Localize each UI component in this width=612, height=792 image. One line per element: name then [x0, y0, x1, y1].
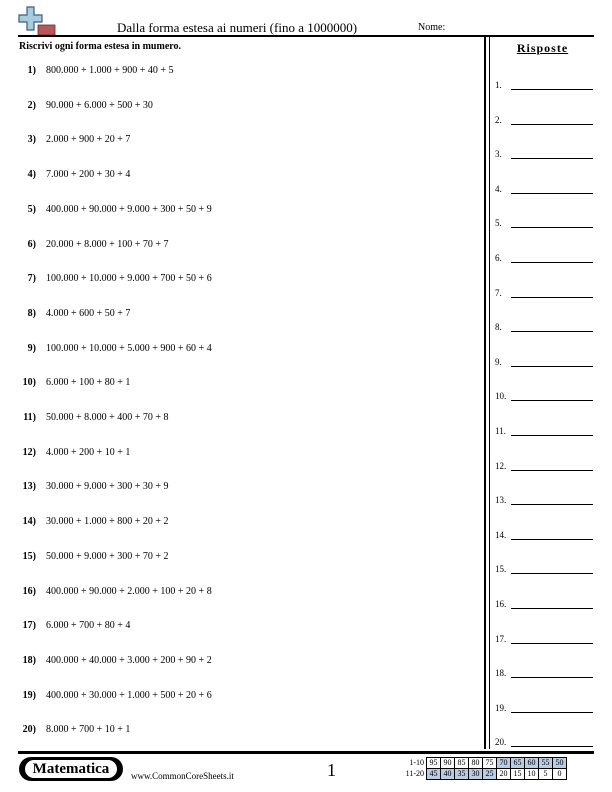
problem-expression: 50.000 + 9.000 + 300 + 70 + 2 — [46, 550, 169, 562]
answer-line[interactable] — [511, 366, 593, 367]
problem-number: 1) — [27, 65, 36, 76]
instructions: Riscrivi ogni forma estesa in mumero. — [19, 41, 182, 52]
problem-expression: 90.000 + 6.000 + 500 + 30 — [46, 99, 153, 111]
score-cell: 10 — [525, 769, 539, 780]
problem-number: 9) — [27, 342, 36, 354]
problem-number: 19) — [22, 689, 36, 701]
score-cell: 40 — [441, 769, 455, 780]
answer-number: 1. — [495, 80, 502, 90]
problem-expression: 400.000 + 90.000 + 2.000 + 100 + 20 + 8 — [46, 585, 212, 597]
footer-rule — [18, 751, 594, 754]
answer-line[interactable] — [511, 435, 593, 436]
score-row-label: 11-20 — [405, 769, 424, 778]
answer-number: 6. — [495, 253, 502, 263]
answer-number: 15. — [495, 564, 507, 575]
problem-number: 12) — [22, 446, 36, 458]
problem-number: 11) — [23, 412, 36, 423]
problem-number: 3) — [27, 134, 36, 146]
score-cell: 60 — [525, 758, 539, 769]
answer-line[interactable] — [511, 643, 593, 644]
problem-number: 20) — [22, 724, 36, 736]
score-row — [394, 769, 567, 780]
problem-expression: 30.000 + 1.000 + 800 + 20 + 2 — [46, 516, 169, 528]
problem-expression: 30.000 + 9.000 + 300 + 30 + 9 — [46, 481, 169, 493]
problem-expression: 50.000 + 8.000 + 400 + 70 + 8 — [46, 412, 169, 423]
problem-number: 13) — [22, 481, 36, 493]
answer-line[interactable] — [511, 573, 593, 574]
answer-line[interactable] — [511, 124, 593, 125]
problem-number: 5) — [27, 203, 36, 215]
answer-line[interactable] — [511, 712, 593, 713]
score-cell: 50 — [553, 758, 567, 769]
score-cell: 15 — [511, 769, 525, 780]
problem-expression: 6.000 + 700 + 80 + 4 — [46, 620, 131, 632]
problem-number: 14) — [22, 516, 36, 528]
score-cell: 70 — [497, 758, 511, 769]
problem-number: 10) — [22, 377, 36, 389]
score-cell: 30 — [469, 769, 483, 780]
answer-number: 12. — [495, 460, 507, 471]
column-divider — [484, 36, 490, 749]
score-table — [394, 757, 567, 780]
worksheet-title: Dalla forma estesa ai numeri (fino a 1000000) — [117, 20, 358, 35]
answer-number: 11. — [495, 426, 506, 436]
answer-line[interactable] — [511, 504, 593, 505]
problem-number: 6) — [27, 238, 36, 250]
answer-number: 20. — [495, 737, 507, 748]
answer-number: 7. — [495, 287, 502, 298]
problem-expression: 6.000 + 100 + 80 + 1 — [46, 377, 131, 389]
score-cell: 65 — [511, 758, 525, 769]
problem-number: 4) — [27, 169, 36, 181]
problem-expression: 400.000 + 40.000 + 3.000 + 200 + 90 + 2 — [46, 654, 212, 666]
answer-number: 3. — [495, 149, 502, 160]
answer-number: 19. — [495, 702, 507, 713]
answer-number: 8. — [495, 322, 502, 333]
score-row — [394, 758, 567, 769]
answer-number: 16. — [495, 599, 507, 609]
answer-number: 17. — [495, 633, 507, 644]
answer-number: 9. — [495, 356, 502, 367]
problem-number: 17) — [22, 620, 36, 632]
problem-number: 15) — [22, 550, 36, 562]
answer-number: 5. — [495, 218, 502, 229]
problem-expression: 400.000 + 30.000 + 1.000 + 500 + 20 + 6 — [46, 689, 212, 701]
problem-expression: 20.000 + 8.000 + 100 + 70 + 7 — [46, 238, 169, 250]
answer-line[interactable] — [511, 677, 593, 678]
score-row-label: 1-10 — [409, 758, 424, 767]
score-cell: 45 — [427, 769, 441, 780]
problem-number: 16) — [22, 585, 36, 597]
answer-line[interactable] — [511, 331, 593, 332]
answer-line[interactable] — [511, 193, 593, 194]
problem-expression: 8.000 + 700 + 10 + 1 — [46, 724, 131, 736]
problem-expression: 4.000 + 600 + 50 + 7 — [46, 307, 131, 319]
problem-expression: 100.000 + 10.000 + 9.000 + 700 + 50 + 6 — [46, 273, 212, 285]
problem-expression: 800.000 + 1.000 + 900 + 40 + 5 — [46, 65, 174, 76]
answer-number: 10. — [495, 391, 507, 402]
score-cell: 95 — [427, 758, 441, 769]
answer-line[interactable] — [511, 89, 593, 90]
subject-badge-label: Matematica — [25, 760, 118, 778]
answer-number: 13. — [495, 495, 507, 506]
answer-number: 2. — [495, 114, 502, 125]
answer-line[interactable] — [511, 539, 593, 540]
header-rule — [18, 35, 594, 37]
answer-number: 18. — [495, 668, 507, 679]
answer-line[interactable] — [511, 158, 593, 159]
answer-line[interactable] — [511, 400, 593, 401]
problem-number: 8) — [27, 307, 36, 319]
score-cell: 85 — [455, 758, 469, 769]
problem-number: 7) — [27, 273, 36, 285]
score-cell: 35 — [455, 769, 469, 780]
logo-plus-icon — [18, 6, 56, 36]
score-cell: 20 — [497, 769, 511, 780]
name-label: Nome: — [418, 22, 446, 33]
answer-number: 14. — [495, 529, 507, 540]
score-cell: 80 — [469, 758, 483, 769]
problem-expression: 100.000 + 10.000 + 5.000 + 900 + 60 + 4 — [46, 342, 212, 354]
subject-badge — [19, 757, 123, 781]
score-cell: 25 — [483, 769, 497, 780]
score-cell: 0 — [553, 769, 567, 780]
problem-expression: 4.000 + 200 + 10 + 1 — [46, 446, 131, 458]
score-cell: 75 — [483, 758, 497, 769]
problem-expression: 2.000 + 900 + 20 + 7 — [46, 134, 131, 146]
answer-number: 4. — [495, 183, 502, 194]
answer-line[interactable] — [511, 297, 593, 298]
score-cell: 55 — [539, 758, 553, 769]
answer-line[interactable] — [511, 746, 593, 747]
page-number: 1 — [327, 760, 336, 780]
answer-line[interactable] — [511, 608, 593, 609]
answers-title: Risposte — [516, 41, 569, 55]
answer-line[interactable] — [511, 227, 593, 228]
site-url: www.CommonCoreSheets.it — [131, 771, 234, 781]
problem-expression: 400.000 + 90.000 + 9.000 + 300 + 50 + 9 — [46, 203, 212, 215]
answer-line[interactable] — [511, 262, 593, 263]
score-cell: 90 — [441, 758, 455, 769]
problem-number: 18) — [22, 654, 36, 666]
answer-line[interactable] — [511, 470, 593, 471]
problem-expression: 7.000 + 200 + 30 + 4 — [46, 169, 131, 181]
score-cell: 5 — [539, 769, 553, 780]
problem-number: 2) — [27, 99, 36, 111]
